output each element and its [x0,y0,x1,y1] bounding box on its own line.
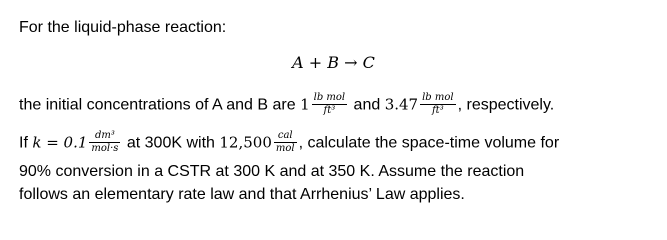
rate-constant-expression: k = 0.1 [32,133,88,152]
unit-numerator: cal [274,130,297,143]
intro-text: For the liquid-phase reaction: [19,19,227,36]
text-fragment: at 300K with [122,134,220,152]
rate-constant-unit [89,130,120,155]
unit-denominator: mol·s [91,143,119,154]
unit-numerator: lb mol [422,92,454,103]
text-fragment: , respectively. [457,96,555,114]
text-fragment: , calculate the space-time volume for [298,134,560,152]
unit-denominator: mol [275,143,295,154]
concentration-a-unit [312,92,347,117]
activation-energy-value: 12,500 [219,133,272,152]
rate-constant-sentence [19,131,559,156]
conversion-sentence: 90% conversion in a CSTR at 300 K and at 350 K. Assume the reaction [19,163,525,180]
concentration-a-value: 1 [300,95,310,114]
assumption-sentence: follows an elementary rate law and that Arrhenius’ Law applies. [19,186,465,203]
text-fragment: the initial concentrations of A and B are [19,96,301,114]
text-fragment: If [19,134,33,152]
text-fragment: and [349,96,385,114]
unit-numerator: lb mol [313,92,346,103]
activation-energy-unit [274,130,297,155]
concentration-b-value: 3.47 [384,95,419,114]
concentration-sentence [19,93,554,118]
unit-denominator: ft³ [323,105,336,116]
unit-numerator: dm³ [89,130,120,143]
unit-denominator: ft³ [431,105,444,116]
reaction-equation: A + B → C [292,53,375,72]
concentration-b-unit [420,92,455,117]
